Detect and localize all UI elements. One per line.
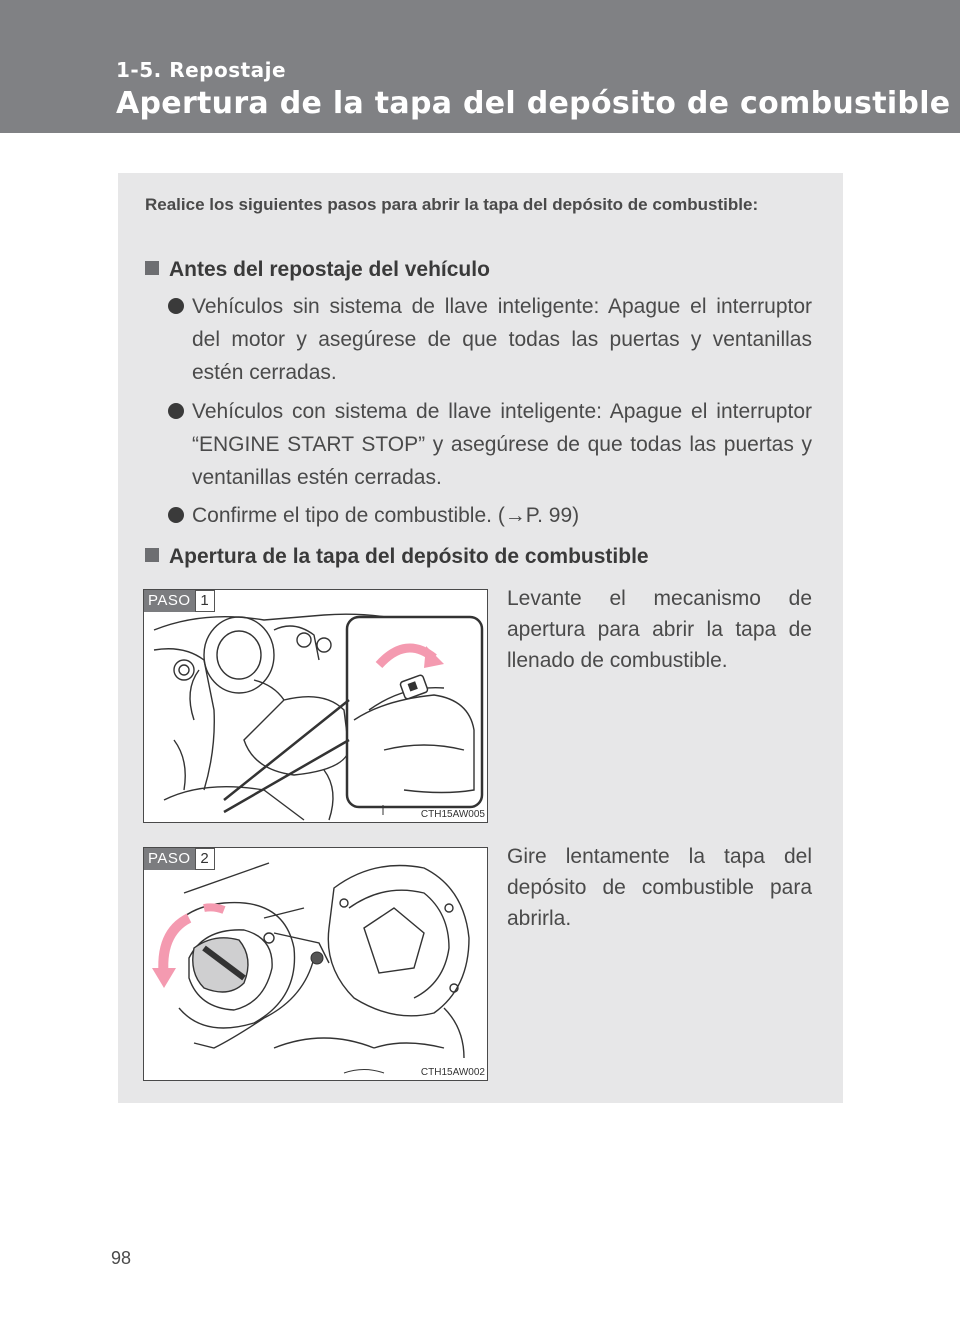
step2-text: Gire lentamente la tapa del depósito de combustible para abrirla. xyxy=(507,845,812,930)
section-heading-before-refuel xyxy=(145,258,490,282)
step1-figure xyxy=(143,589,488,823)
figure-code: CTH15AW002 xyxy=(420,1067,485,1078)
step-number: 2 xyxy=(195,848,215,870)
section-heading-opening xyxy=(145,545,649,569)
intro-text: Realice los siguientes pasos para abrir la tapa del depósito de combustible: xyxy=(145,195,759,214)
bullet-item xyxy=(168,499,812,532)
fuel-cap-illustration xyxy=(144,848,488,1081)
circle-bullet-icon xyxy=(168,403,184,419)
section-heading-text: Apertura de la tapa del depósito de combustible xyxy=(169,545,649,568)
section-heading-text: Antes del repostaje del vehículo xyxy=(169,258,490,281)
step2-badge xyxy=(144,848,215,870)
page-number: 98 xyxy=(111,1248,132,1268)
step-label: PASO xyxy=(144,590,195,612)
step1-text: Levante el mecanismo de apertura para abrir la tapa de llenado de combustible. xyxy=(507,587,812,672)
chapter-label: 1-5. Repostaje xyxy=(116,58,287,82)
step-label: PASO xyxy=(144,848,195,870)
step1-badge xyxy=(144,590,215,612)
circle-bullet-icon xyxy=(168,507,184,523)
square-bullet-icon xyxy=(145,261,159,275)
bullet-item xyxy=(168,395,812,494)
bullet-text: Vehículos sin sistema de llave inteligente: Apague el interruptor del motor y asegúrese de que todas las puertas y ventanillas estén cerradas. xyxy=(192,295,812,384)
circle-bullet-icon xyxy=(168,298,184,314)
step-number: 1 xyxy=(195,590,215,612)
step2-figure xyxy=(143,847,488,1081)
page-title: Apertura de la tapa del depósito de combustible xyxy=(116,86,951,121)
bullet-text: Vehículos con sistema de llave inteligente: Apague el interruptor “ENGINE START STOP” y asegúrese de que todas las puertas y ventanillas estén cerradas. xyxy=(192,400,812,489)
page-header xyxy=(0,0,960,133)
bullet-item xyxy=(168,290,812,389)
square-bullet-icon xyxy=(145,548,159,562)
car-interior-illustration xyxy=(144,590,488,823)
figure-code: CTH15AW005 xyxy=(420,809,485,820)
bullet-text: Confirme el tipo de combustible. (→P. 99) xyxy=(192,504,580,527)
